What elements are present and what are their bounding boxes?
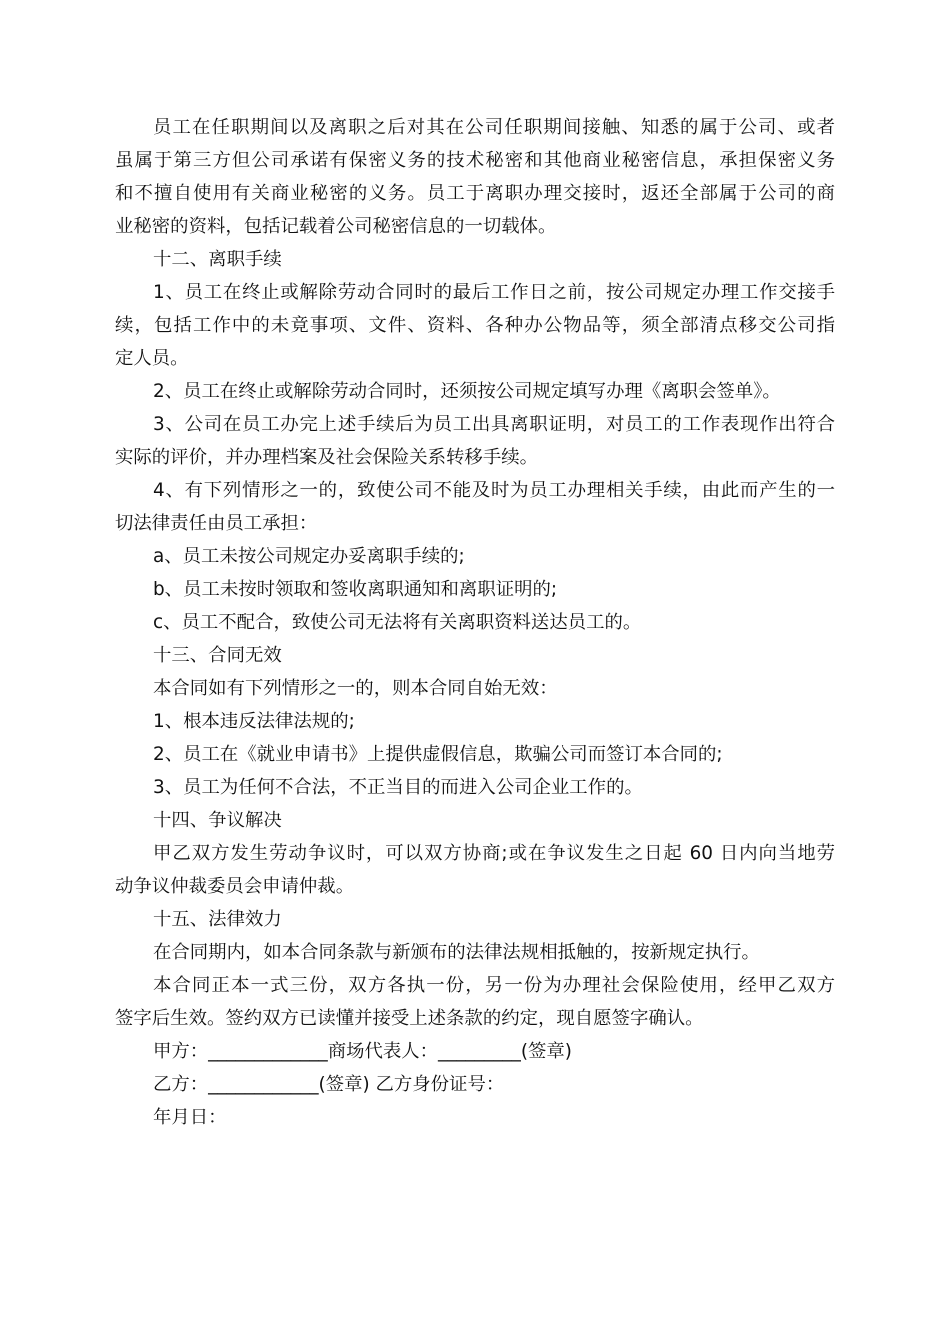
text-line: 3、公司在员工办完上述手续后为员工出具离职证明，对员工的工作表现作出符合 (153, 414, 835, 435)
text-line: 年月日： (153, 1107, 227, 1128)
text-line: 本合同如有下列情形之一的，则本合同自始无效： (153, 678, 558, 699)
text-line: 定人员。 (115, 348, 189, 369)
text-line: 动争议仲裁委员会申请仲裁。 (115, 876, 355, 897)
text-line: 1、员工在终止或解除劳动合同时的最后工作日之前，按公司规定办理工作交接手 (153, 282, 835, 303)
text-line: 业秘密的资料，包括记载着公司秘密信息的一切载体。 (115, 216, 557, 237)
text-line: 和不擅自使用有关商业秘密的义务。员工于离职办理交接时，返还全部属于公司的商 (115, 183, 835, 204)
text-line: 3、员工为任何不合法，不正当目的而进入公司企业工作的。 (153, 777, 643, 798)
text-line: 乙方：____________(签章) 乙方身份证号： (153, 1074, 505, 1095)
text-line: 在合同期内，如本合同条款与新颁布的法律法规相抵触的，按新规定执行。 (153, 942, 760, 963)
text-line: 4、有下列情形之一的，致使公司不能及时为员工办理相关手续，由此而产生的一 (153, 480, 835, 501)
text-line: 签字后生效。签约双方已读懂并接受上述条款的约定，现自愿签字确认。 (115, 1008, 704, 1029)
text-line: 十三、合同无效 (153, 645, 282, 666)
text-line: 虽属于第三方但公司承诺有保密义务的技术秘密和其他商业秘密信息，承担保密义务 (115, 150, 835, 171)
text-line: 切法律责任由员工承担： (115, 513, 318, 534)
text-line: b、员工未按时领取和签收离职通知和离职证明的; (153, 579, 558, 600)
text-line: 1、根本违反法律法规的; (153, 711, 355, 732)
text-line: a、员工未按公司规定办妥离职手续的; (153, 546, 465, 567)
document-body (115, 111, 835, 1134)
text-line: 十五、法律效力 (153, 909, 282, 930)
text-line: 甲方：_____________商场代表人：_________(签章) (153, 1041, 572, 1062)
text-line: 2、员工在终止或解除劳动合同时，还须按公司规定填写办理《离职会签单》。 (153, 381, 781, 402)
text-line: 2、员工在《就业申请书》上提供虚假信息，欺骗公司而签订本合同的; (153, 744, 723, 765)
text-line: 甲乙双方发生劳动争议时，可以双方协商;或在争议发生之日起 60 日内向当地劳 (153, 843, 835, 864)
text-line: c、员工不配合，致使公司无法将有关离职资料送达员工的。 (153, 612, 642, 633)
text-line: 十四、争议解决 (153, 810, 282, 831)
text-line: 本合同正本一式三份，双方各执一份，另一份为办理社会保险使用，经甲乙双方 (153, 975, 835, 996)
text-line: 实际的评价，并办理档案及社会保险关系转移手续。 (115, 447, 538, 468)
text-line: 员工在任职期间以及离职之后对其在公司任职期间接触、知悉的属于公司、或者 (153, 117, 835, 138)
text-line: 续，包括工作中的未竟事项、文件、资料、各种办公物品等，须全部清点移交公司指 (115, 315, 835, 336)
text-line: 十二、离职手续 (153, 249, 282, 270)
